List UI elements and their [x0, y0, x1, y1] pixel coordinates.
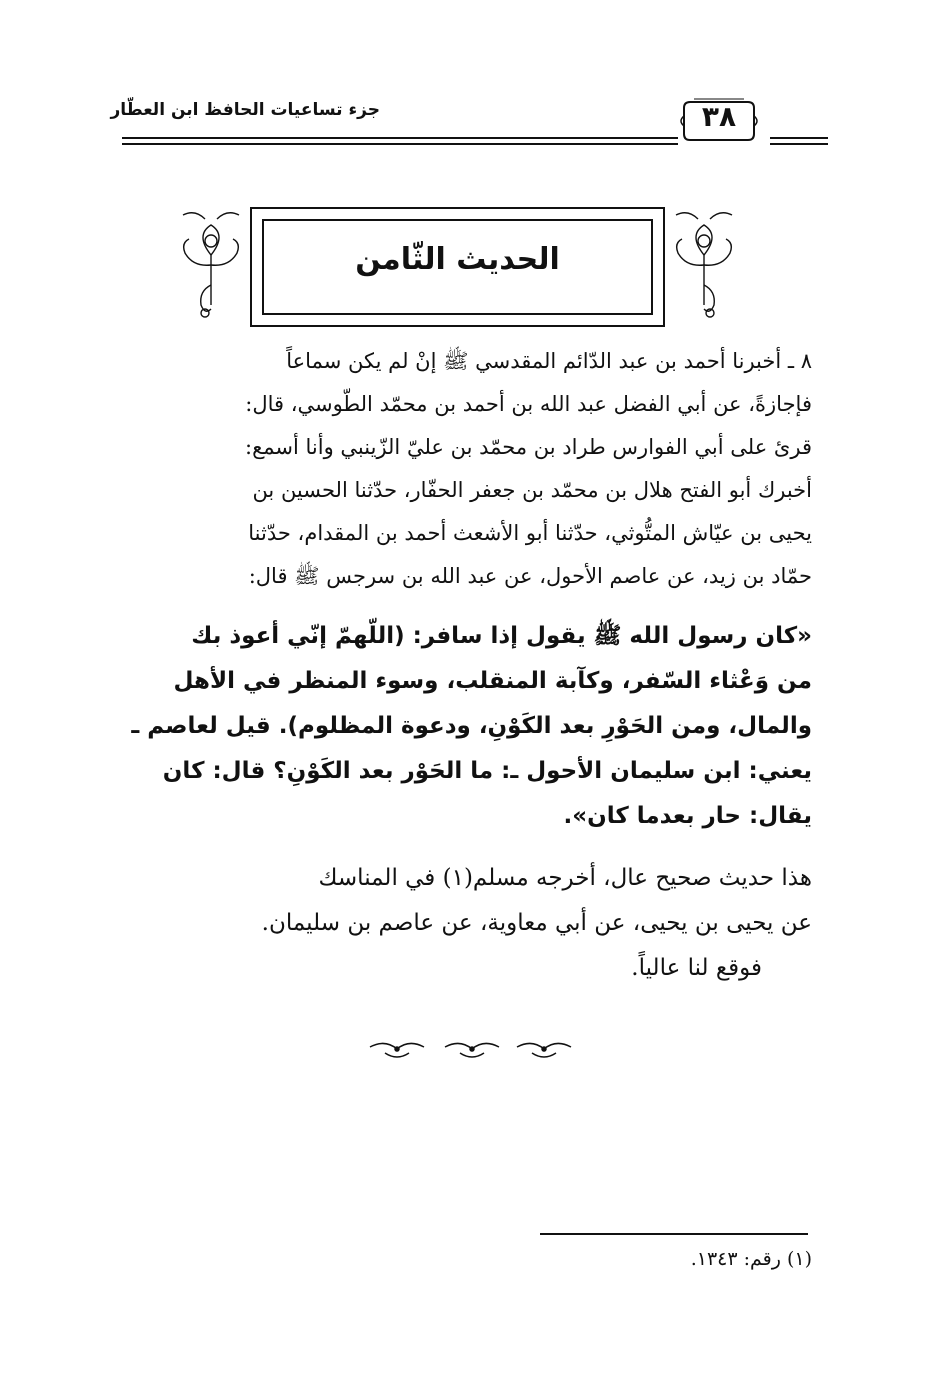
isnad-paragraph	[122, 340, 812, 598]
text-line: قرئ على أبي الفوارس طراد بن محمّد بن عليّ الزّينبي وأنا أسمع:	[245, 435, 812, 459]
hadith-line: «كان رسول الله ﷺ يقول إذا سافر: (اللّهمّ إنّي أعوذ بك	[191, 623, 812, 649]
footnote: (١) رقم: ١٣٤٣.	[690, 1248, 812, 1270]
header-rule-top	[122, 137, 678, 139]
commentary-line: عن يحيى بن يحيى، عن أبي معاوية، عن عاصم بن سليمان.	[261, 910, 812, 936]
separator-ornament	[365, 1035, 575, 1065]
commentary-line: فوقع لنا عالياً.	[631, 955, 762, 981]
footnote-rule	[540, 1233, 808, 1235]
text-line: ٨ ـ أخبرنا أحمد بن عبد الدّائم المقدسي ﷺ إنْ لم يكن سماعاً	[286, 349, 812, 373]
hadith-line: والمال، ومن الحَوْرِ بعد الكَوْنِ، ودعوة المظلوم). قيل لعاصم ـ	[131, 713, 812, 739]
running-title: جزء تساعيات الحافظ ابن العطّار	[110, 100, 380, 120]
text-line: أخبرك أبو الفتح هلال بن محمّد بن جعفر الحفّار، حدّثنا الحسين بن	[252, 478, 812, 502]
hadith-line: يقال: حار بعدما كان».	[563, 803, 812, 829]
commentary-line: هذا حديث صحيح عال، أخرجه مسلم(١) في المناسك	[318, 865, 812, 891]
header-rule-bottom	[122, 143, 678, 145]
section-title: الحديث الثّامن	[355, 242, 560, 277]
header-rule-right-bottom	[770, 143, 828, 145]
page-number: ٣٨	[701, 100, 737, 133]
text-line: يحيى بن عيّاش المتُّوثي، حدّثنا أبو الأشعث أحمد بن المقدام، حدّثنا	[248, 521, 812, 545]
commentary	[122, 856, 812, 991]
right-ornament	[668, 205, 740, 325]
text-line: حمّاد بن زيد، عن عاصم الأحول، عن عبد الله بن سرجس ﷺ قال:	[248, 564, 812, 588]
left-ornament	[175, 205, 247, 325]
text-line: فإجازةً، عن أبي الفضل عبد الله بن أحمد بن محمّد الطّوسي، قال:	[245, 392, 812, 416]
header-rule-right-top	[770, 137, 828, 139]
hadith-text	[122, 614, 812, 839]
hadith-line: من وَعْثاء السّفر، وكآبة المنقلب، وسوء المنظر في الأهل	[173, 668, 812, 694]
hadith-line: يعني: ابن سليمان الأحول ـ: ما الحَوْر بعد الكَوْنِ؟ قال: كان	[162, 758, 812, 784]
